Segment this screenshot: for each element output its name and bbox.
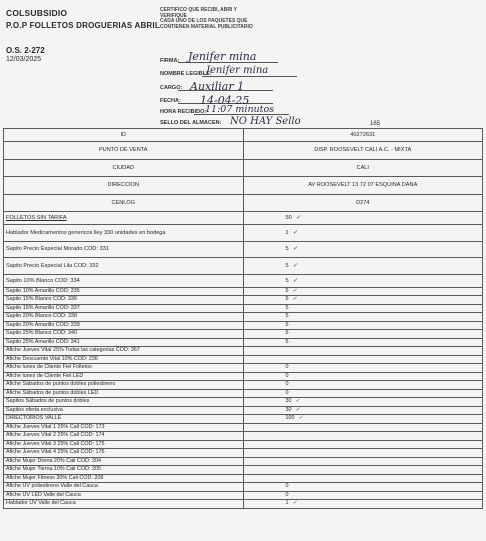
item-label [4, 423, 244, 432]
info-value: 40272631 [243, 129, 483, 142]
item-label-text: Afiche Jueves Vital 4 25% Cali COD: 176 [6, 449, 105, 456]
item-quantity [243, 483, 483, 492]
table-row [4, 423, 483, 432]
item-label-text: DIRECTORIOS VALLE [6, 415, 62, 422]
quantity-value: 5 [285, 246, 289, 253]
info-row [4, 159, 483, 177]
check-mark-icon: ✓ [295, 406, 301, 413]
item-label [4, 338, 244, 347]
check-mark-icon: ✓ [292, 277, 298, 284]
nombre-label: NOMBRE LEGIBLE: [160, 71, 212, 77]
item-quantity [243, 355, 483, 364]
info-label: CENLOG [4, 194, 244, 212]
item-quantity [243, 296, 483, 305]
table-row [4, 406, 483, 415]
item-label [4, 355, 244, 364]
item-quantity [243, 415, 483, 424]
quantity-value: 100 [285, 415, 295, 422]
info-value: AV ROOSEVELT 13 72 07 ESQUINA DANA [243, 177, 483, 195]
table-row [4, 372, 483, 381]
item-label-text: Afiche lunes de Cliente Fiel Folletos [6, 364, 92, 371]
item-label-text: Afiche Jueves Vital 1 25% Cali COD: 173 [6, 423, 105, 430]
item-label-text: Sapito 15% Blanco COD: 336 [6, 296, 78, 303]
item-quantity [243, 321, 483, 330]
table-row [4, 474, 483, 483]
item-label [4, 296, 244, 305]
item-label-text: Hablador UV Valle del Cauca [6, 500, 76, 507]
item-label-text: Sapitos Sábados de puntos dobles [6, 398, 90, 405]
document-subtitle: P.O.P FOLLETOS DROGUERIAS ABRIL [6, 21, 160, 30]
info-value: CALI [243, 159, 483, 177]
info-label: CIUDAD [4, 159, 244, 177]
sello-label: SELLO DEL ALMACEN: [160, 120, 222, 126]
quantity-value: 0 [285, 389, 289, 396]
item-label [4, 415, 244, 424]
table-row [4, 389, 483, 398]
item-label [4, 258, 244, 275]
quantity-value: 30 [285, 406, 292, 413]
info-value: D274 [243, 194, 483, 212]
item-quantity [243, 457, 483, 466]
table-row [4, 491, 483, 500]
table-row [4, 347, 483, 356]
table-row [4, 258, 483, 275]
check-mark-icon: ✓ [295, 398, 301, 405]
item-label-text: Afiche Sábados de puntos dobles poliestireno [6, 381, 116, 388]
check-mark-icon: ✓ [298, 415, 304, 422]
item-quantity [243, 212, 483, 225]
quantity-value: 5 [285, 321, 289, 328]
quantity-value: 5 [285, 304, 289, 311]
item-quantity [243, 287, 483, 296]
item-label [4, 449, 244, 458]
certificate-line: CADA UNO DE LOS PAQUETES QUE [160, 18, 248, 25]
item-label [4, 381, 244, 390]
item-quantity [243, 372, 483, 381]
table-row [4, 500, 483, 509]
quantity-value: 5 [285, 338, 289, 345]
check-mark-icon: ✓ [295, 215, 301, 221]
fecha-label: FECHA: [160, 98, 181, 104]
table-row [4, 381, 483, 390]
firma-label: FIRMA: [160, 58, 180, 64]
info-row [4, 194, 483, 212]
item-label [4, 321, 244, 330]
certificate-line: CERTIFICO QUE RECIBI, ABRI Y [160, 7, 237, 13]
table-row [4, 212, 483, 225]
item-label-text: Sapito 25% Blanco COD: 340 [6, 330, 78, 337]
certificate-line: VERIFIQUE [160, 12, 187, 19]
item-label-text: Afiche Jueves Vital 2 25% Cali COD: 174 [6, 432, 105, 439]
table-row [4, 330, 483, 339]
quantity-value: 50 [285, 215, 292, 221]
item-quantity [243, 258, 483, 275]
cargo-value: Auxiliar 1 [190, 80, 245, 93]
item-label [4, 491, 244, 500]
item-label-text: Afiche Mujer Fitness 30% Cali COD: 208 [6, 474, 104, 481]
item-label-text: Sapito 20% Blanco COD: 338 [6, 313, 78, 320]
quantity-value: 1 [285, 500, 289, 507]
table-row [4, 225, 483, 242]
item-label-text: Afiche Sábados de puntos dobles LED [6, 389, 99, 396]
item-label-text: Afiche Mujer Tierna 10% Cali COD: 205 [6, 466, 101, 473]
item-quantity [243, 491, 483, 500]
item-quantity [243, 313, 483, 322]
page-number: 165 [370, 121, 381, 127]
sello-value: NO HAY Sello [230, 116, 301, 127]
check-mark-icon: ✓ [292, 296, 298, 303]
info-label: PUNTO DE VENTA [4, 142, 244, 160]
item-label-text: Sapito 25% Amarillo COD: 341 [6, 338, 80, 345]
item-quantity [243, 347, 483, 356]
item-label [4, 330, 244, 339]
check-mark-icon: ✓ [292, 500, 298, 507]
cargo-label: CARGO: [160, 85, 183, 91]
item-label-text: Afiche UV poliestireno Valle del Cauca [6, 483, 98, 490]
item-quantity [243, 330, 483, 339]
hora-value: 11:07 minutos [205, 104, 275, 115]
item-label [4, 500, 244, 509]
item-label [4, 457, 244, 466]
item-label-text: Afiche Jueves Vital 25% Todas las categorias COD: 367 [6, 347, 140, 354]
hora-label: HORA RECIBIDO: [160, 109, 207, 115]
item-label [4, 225, 244, 242]
table-row [4, 287, 483, 296]
quantity-value: 0 [285, 491, 289, 498]
item-quantity [243, 432, 483, 441]
item-label [4, 212, 244, 225]
quantity-value: 30 [285, 398, 292, 405]
table-row [4, 440, 483, 449]
quantity-value: 0 [285, 381, 289, 388]
quantity-value: 5 [285, 287, 289, 294]
item-label-text: Afiche Descuento Vital 10% COD: 236 [6, 355, 98, 362]
quantity-value: 1 [285, 229, 289, 236]
check-mark-icon: ✓ [292, 246, 298, 253]
quantity-value: 5 [285, 262, 289, 269]
check-mark-icon: ✓ [292, 262, 298, 269]
item-label [4, 347, 244, 356]
quantity-value: 5 [285, 277, 289, 284]
quantity-value: 0 [285, 364, 289, 371]
item-label-text: Afiche UV LED Valle del Cauca [6, 491, 81, 498]
info-section [4, 129, 483, 212]
item-quantity [243, 225, 483, 242]
info-label: DIRECCION [4, 177, 244, 195]
item-quantity [243, 389, 483, 398]
item-quantity [243, 304, 483, 313]
item-quantity [243, 398, 483, 407]
item-label [4, 304, 244, 313]
nombre-value: Jenifer mina [206, 65, 269, 76]
item-label [4, 406, 244, 415]
items-section [4, 212, 483, 509]
table-row [4, 432, 483, 441]
item-quantity [243, 274, 483, 287]
check-mark-icon: ✓ [292, 229, 298, 236]
item-quantity [243, 423, 483, 432]
item-quantity [243, 381, 483, 390]
item-label [4, 241, 244, 258]
item-quantity [243, 449, 483, 458]
quantity-value: 0 [285, 483, 289, 490]
item-label [4, 398, 244, 407]
order-number: O.S. 2-272 [6, 46, 45, 55]
item-label-text: FOLLETOS SIN TARIFA [6, 215, 67, 221]
item-label-text: Afiche Mujer Divina 20% Cali COD: 204 [6, 457, 101, 464]
table-row [4, 449, 483, 458]
table-row [4, 296, 483, 305]
table-row [4, 483, 483, 492]
item-label-text: Afiche lunes de Cliente Fiel LED [6, 372, 84, 379]
quantity-value: 0 [285, 372, 289, 379]
item-label [4, 474, 244, 483]
item-label [4, 389, 244, 398]
table-row [4, 241, 483, 258]
item-label-text: Hablador Medicamentos genericos lley 330 unidades en bodega [6, 229, 166, 236]
item-label-text: Sapito 10% Amarillo COD: 335 [6, 287, 80, 294]
quantity-value: 5 [285, 313, 289, 320]
table-row [4, 415, 483, 424]
quantity-value: 5 [285, 330, 289, 337]
info-row [4, 129, 483, 142]
certificate-text [160, 8, 320, 30]
item-label [4, 432, 244, 441]
item-quantity [243, 406, 483, 415]
table-row [4, 313, 483, 322]
header-block [6, 8, 160, 63]
item-quantity [243, 466, 483, 475]
item-label [4, 372, 244, 381]
table-row [4, 338, 483, 347]
item-label [4, 287, 244, 296]
item-label-text: Sapito 10% Blanco COD: 334 [6, 277, 80, 284]
table-row [4, 457, 483, 466]
table-row [4, 321, 483, 330]
item-label-text: Sapito 20% Amarillo COD: 339 [6, 321, 80, 328]
table-row [4, 398, 483, 407]
fecha-value: 14-04-25 [200, 94, 250, 107]
item-label [4, 364, 244, 373]
item-quantity [243, 241, 483, 258]
quantity-value: 5 [285, 296, 289, 303]
info-row [4, 142, 483, 160]
company-name: COLSUBSIDIO [6, 8, 68, 18]
table-row [4, 304, 483, 313]
item-label-text: Sapitos oferta exclusiva [6, 406, 63, 413]
item-label-text: Sapito 15% Amarillo COD: 337 [6, 304, 80, 311]
document-date: 12/03/2025 [6, 56, 42, 63]
check-mark-icon: ✓ [292, 287, 298, 294]
item-label [4, 440, 244, 449]
item-label [4, 483, 244, 492]
table-row [4, 355, 483, 364]
item-label [4, 466, 244, 475]
item-quantity [243, 474, 483, 483]
delivery-table [3, 128, 483, 509]
item-quantity [243, 364, 483, 373]
item-label-text: Sapito Precio Especial Morado COD: 331 [6, 246, 109, 253]
item-label-text: Sapito Precio Especial Lila COD: 332 [6, 262, 99, 269]
item-quantity [243, 440, 483, 449]
table-row [4, 274, 483, 287]
table-row [4, 466, 483, 475]
firma-value: Jenifer mina [188, 50, 257, 63]
item-label-text: Afiche Jueves Vital 3 25% Cali COD: 175 [6, 440, 105, 447]
item-label [4, 274, 244, 287]
item-label [4, 313, 244, 322]
info-value: DISP. ROOSEVELT CALI A.C. - MIXTA [243, 142, 483, 160]
item-quantity [243, 338, 483, 347]
info-row [4, 177, 483, 195]
certificate-line: CONTIENEN MATERIAL PUBLICITARIO [160, 23, 253, 30]
info-label: ID [4, 129, 244, 142]
item-quantity [243, 500, 483, 509]
table-row [4, 364, 483, 373]
